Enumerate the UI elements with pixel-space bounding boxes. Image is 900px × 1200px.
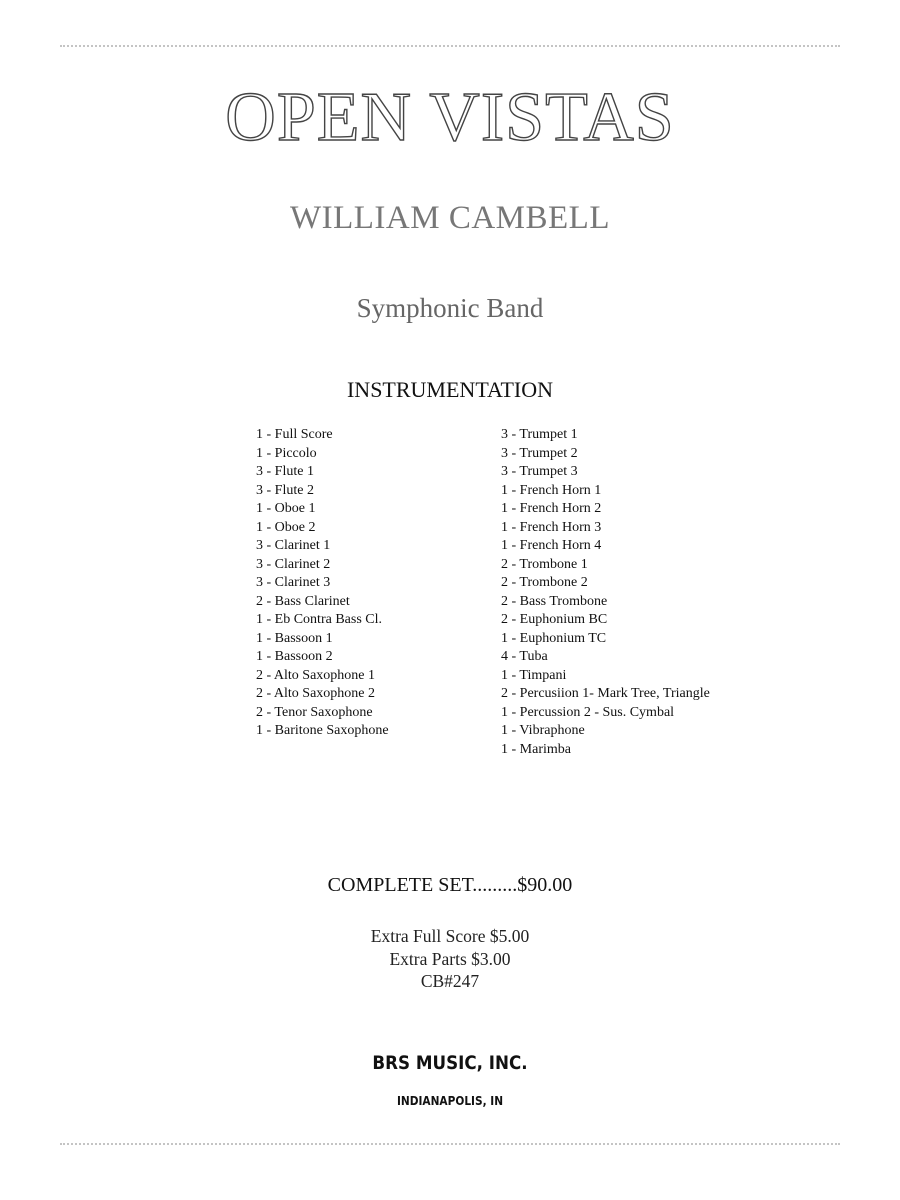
list-item: 1 - Eb Contra Bass Cl. <box>256 612 382 627</box>
extra-pricing <box>0 925 900 993</box>
list-item: 1 - Bassoon 1 <box>256 630 333 646</box>
list-item: 1 - Oboe 1 <box>256 501 316 516</box>
list-item: 2 - Alto Saxophone 1 <box>256 667 375 683</box>
list-item: 1 - Piccolo <box>256 445 317 461</box>
catalog-number: CB#247 <box>420 971 480 991</box>
composer-name: WILLIAM CAMBELL <box>289 200 611 236</box>
page-title: OPEN VISTAS <box>225 79 675 156</box>
ensemble-type: Symphonic Band <box>356 293 544 323</box>
top-divider <box>60 45 840 47</box>
list-item: 1 - Bassoon 2 <box>256 649 333 664</box>
list-item: 1 - French Horn 2 <box>501 501 602 516</box>
list-item: 3 - Flute 2 <box>256 482 314 498</box>
list-item: 2 - Euphonium BC <box>501 612 608 627</box>
publisher-name: BRS MUSIC, INC. <box>372 1052 528 1074</box>
extra-full-score-price: Extra Full Score $5.00 <box>370 926 530 946</box>
list-item: 4 - Tuba <box>501 649 548 664</box>
list-item: 1 - Timpani <box>501 667 567 683</box>
list-item: 1 - French Horn 3 <box>501 519 602 535</box>
list-item: 3 - Clarinet 1 <box>256 538 331 553</box>
list-item: 2 - Tenor Saxophone <box>256 704 373 720</box>
list-item: 2 - Trombone 2 <box>501 575 588 590</box>
list-item: 1 - Baritone Saxophone <box>256 723 389 738</box>
instrumentation-list-right <box>501 426 761 759</box>
list-item: 1 - Vibraphone <box>501 723 585 738</box>
list-item: 3 - Flute 1 <box>256 464 314 479</box>
list-item: 3 - Trumpet 1 <box>501 427 578 442</box>
list-item: 1 - Marimba <box>501 741 571 757</box>
list-item: 2 - Trombone 1 <box>501 556 588 572</box>
bottom-divider <box>60 1143 840 1145</box>
list-item: 1 - French Horn 4 <box>501 538 602 553</box>
instrumentation-heading: INSTRUMENTATION <box>346 377 553 402</box>
list-item: 3 - Trumpet 2 <box>501 445 578 461</box>
list-item: 1 - Oboe 2 <box>256 519 316 535</box>
instrumentation-list-left <box>256 426 486 741</box>
list-item: 1 - Percussion 2 - Sus. Cymbal <box>501 704 675 720</box>
complete-set-price: COMPLETE SET.........$90.00 <box>327 874 573 896</box>
list-item: 3 - Clarinet 3 <box>256 575 331 590</box>
list-item: 2 - Bass Trombone <box>501 593 608 609</box>
list-item: 3 - Trumpet 3 <box>501 464 578 479</box>
publisher-city: INDIANAPOLIS, IN <box>396 1094 504 1108</box>
list-item: 1 - French Horn 1 <box>501 482 602 498</box>
list-item: 1 - Euphonium TC <box>501 630 607 646</box>
list-item: 3 - Clarinet 2 <box>256 556 331 572</box>
list-item: 2 - Alto Saxophone 2 <box>256 686 375 701</box>
extra-parts-price: Extra Parts $3.00 <box>389 948 511 969</box>
list-item: 2 - Bass Clarinet <box>256 593 350 609</box>
list-item: 2 - Percusiion 1- Mark Tree, Triangle <box>501 686 710 701</box>
list-item: 1 - Full Score <box>256 427 333 442</box>
